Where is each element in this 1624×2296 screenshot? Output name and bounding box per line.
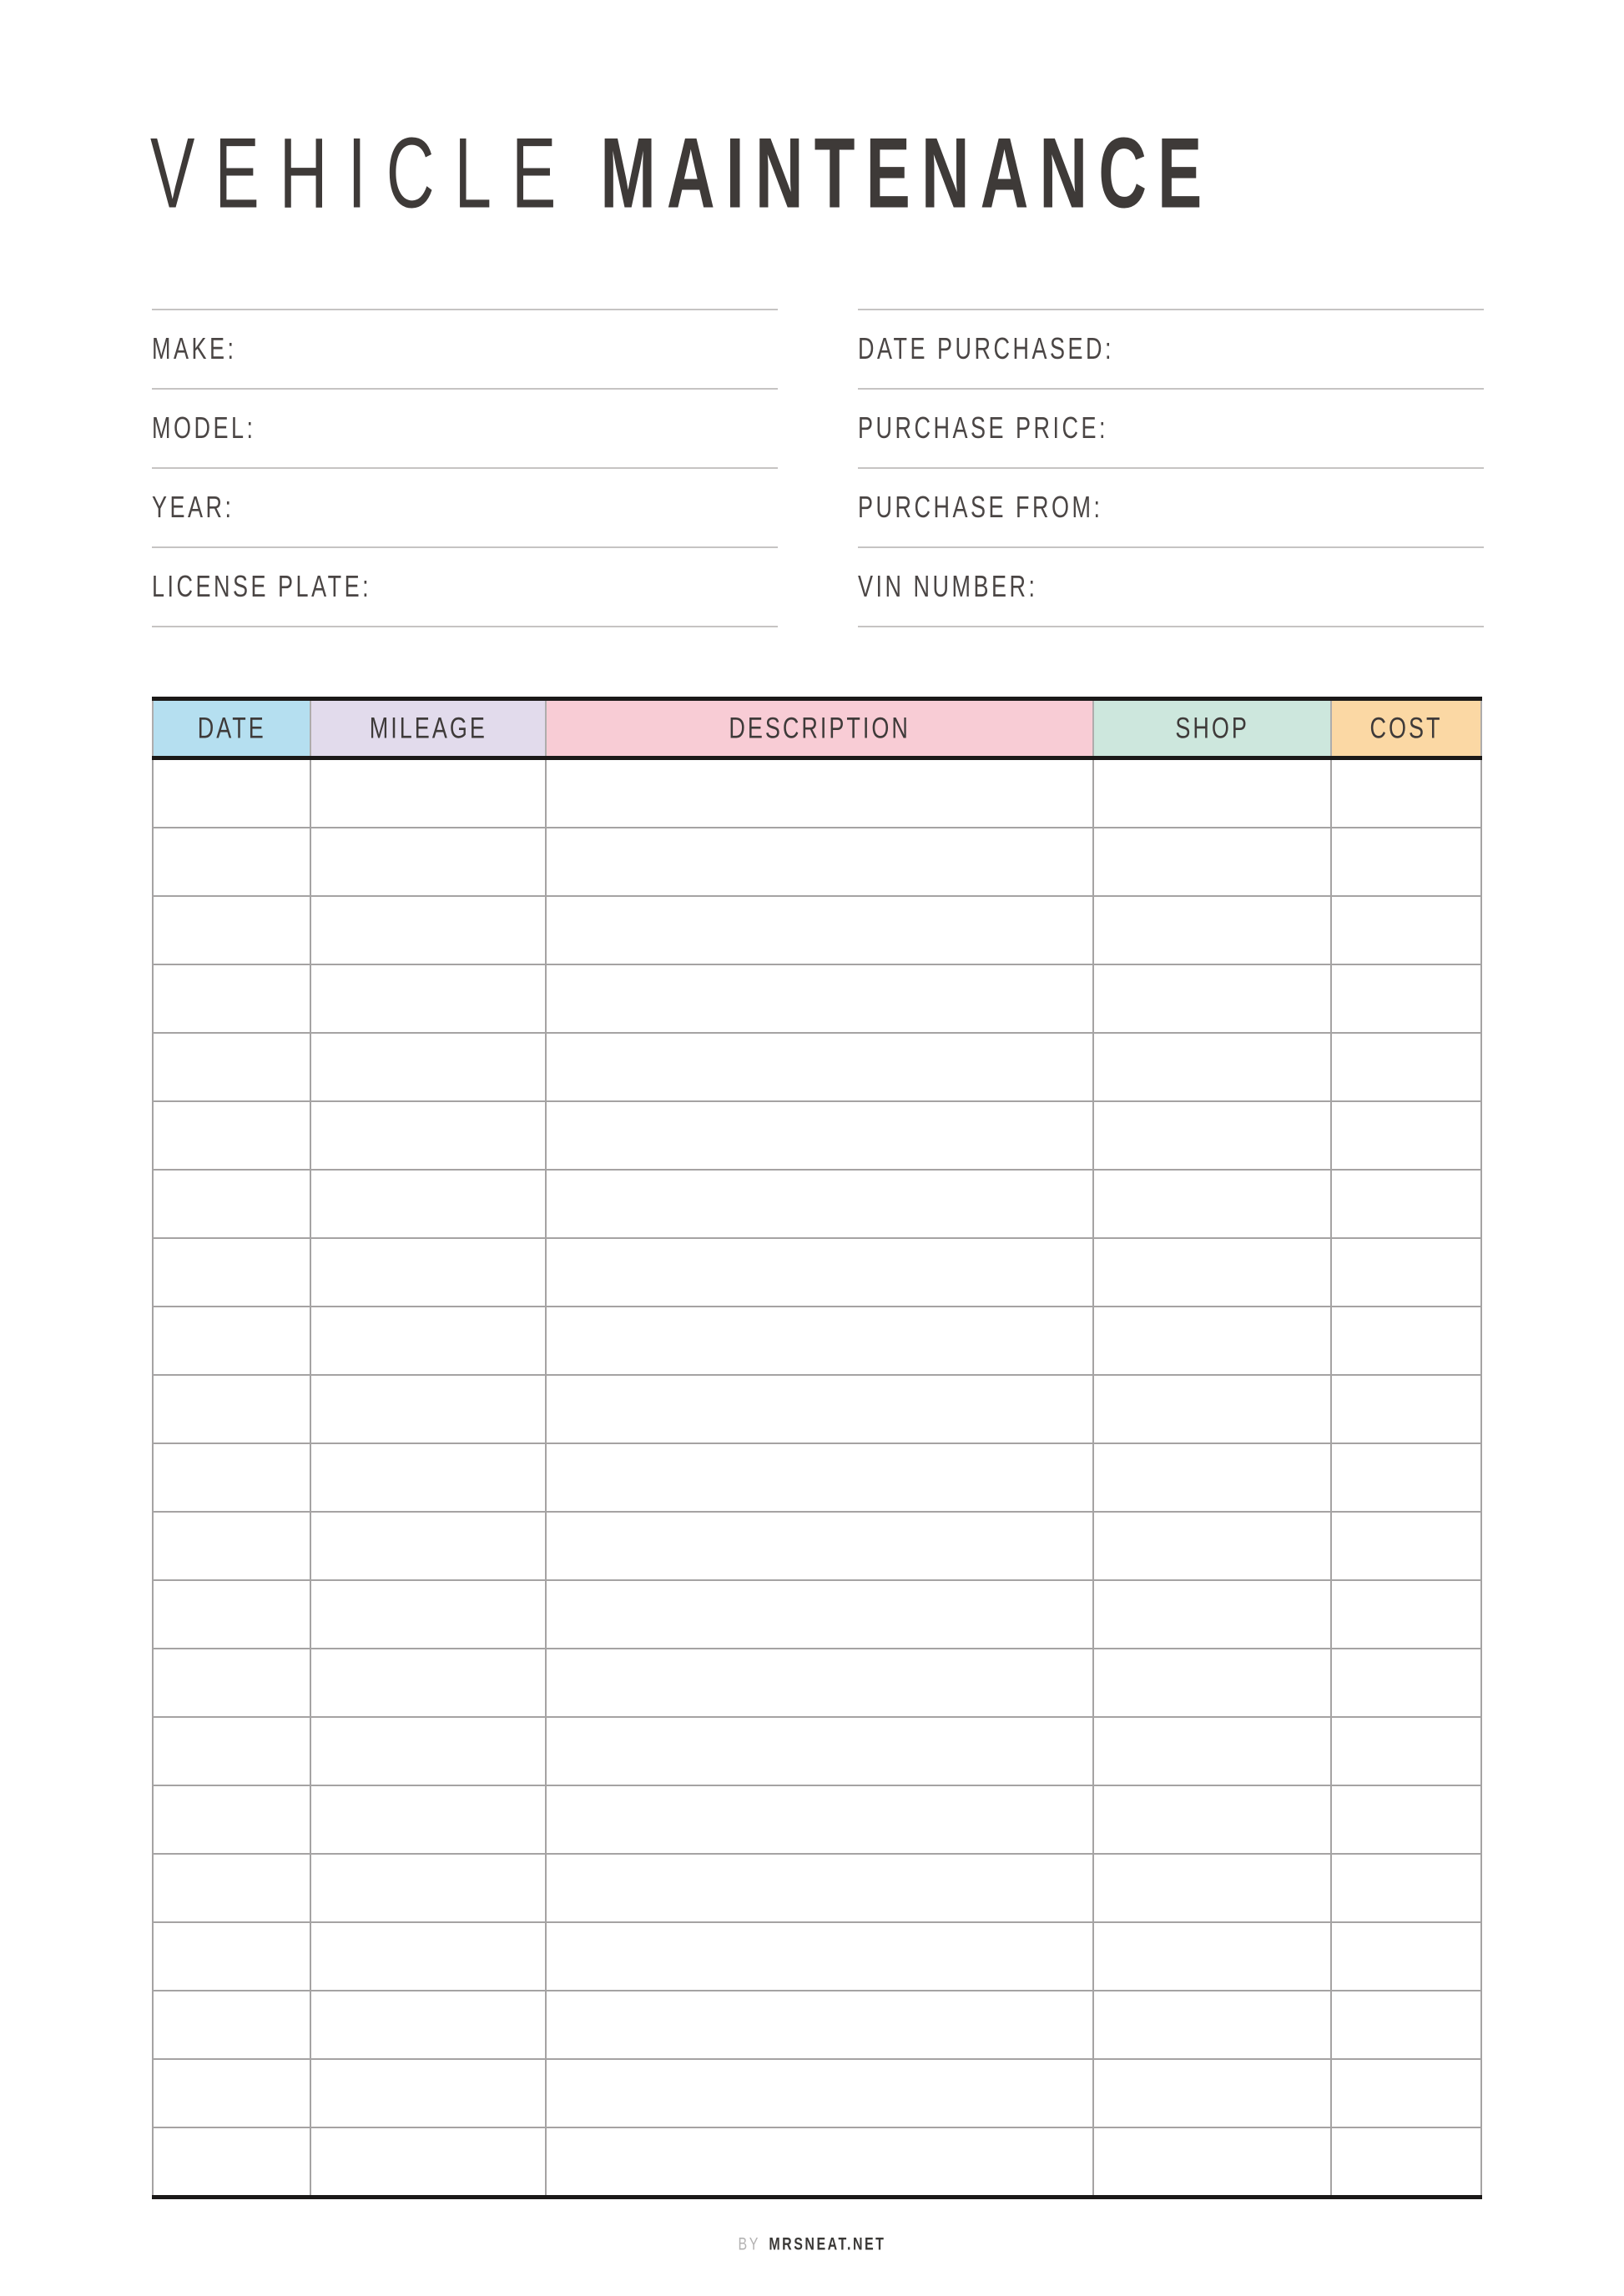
page-title	[150, 117, 1213, 229]
field-vin-number-label: VIN NUMBER:	[858, 569, 1038, 604]
table-row	[153, 896, 1481, 964]
table-cell	[546, 1375, 1093, 1443]
table-row	[153, 1033, 1481, 1101]
column-header-date-label: DATE	[197, 711, 266, 744]
table-cell	[310, 2127, 546, 2198]
title-word-maintenance: MAINTENANCE	[600, 117, 1213, 229]
table-cell	[310, 1785, 546, 1854]
table-cell	[1093, 1375, 1331, 1443]
table-body	[153, 758, 1481, 2198]
table-cell	[153, 2127, 310, 2198]
table-cell	[1331, 828, 1481, 896]
table-cell	[1331, 1238, 1481, 1307]
table-cell	[310, 1033, 546, 1101]
table-cell	[310, 1649, 546, 1717]
table-cell	[1331, 1717, 1481, 1785]
table-row	[153, 1375, 1481, 1443]
table-cell	[153, 1717, 310, 1785]
field-year	[152, 469, 778, 548]
table-cell	[153, 758, 310, 828]
table-cell	[1093, 1785, 1331, 1854]
table-cell	[546, 896, 1093, 964]
column-header-shop-label: SHOP	[1175, 711, 1249, 744]
table-cell	[1331, 896, 1481, 964]
column-header-cost	[1331, 699, 1481, 758]
table-row	[153, 828, 1481, 896]
table-cell	[1093, 758, 1331, 828]
table-cell	[310, 758, 546, 828]
field-purchase-price	[858, 390, 1484, 469]
table-header-row	[153, 699, 1481, 758]
table-row	[153, 1991, 1481, 2059]
table-cell	[310, 964, 546, 1033]
table-cell	[153, 896, 310, 964]
table-row	[153, 2127, 1481, 2198]
maintenance-log-table	[152, 697, 1482, 2199]
table-cell	[1331, 1580, 1481, 1649]
table-cell	[546, 1238, 1093, 1307]
column-header-mileage	[310, 699, 546, 758]
table-row	[153, 964, 1481, 1033]
table-cell	[546, 1101, 1093, 1170]
field-purchase-from	[858, 469, 1484, 548]
table-cell	[310, 1991, 546, 2059]
table-cell	[310, 1375, 546, 1443]
table-cell	[310, 1580, 546, 1649]
table-cell	[1331, 1785, 1481, 1854]
table-row	[153, 1443, 1481, 1512]
field-vin-number	[858, 548, 1484, 627]
table-cell	[153, 1307, 310, 1375]
field-purchase-from-label: PURCHASE FROM:	[858, 490, 1103, 525]
column-header-date	[153, 699, 310, 758]
table-cell	[546, 1512, 1093, 1580]
table-cell	[153, 1922, 310, 1991]
table-header	[153, 699, 1481, 758]
table-row	[153, 1717, 1481, 1785]
table-row	[153, 1922, 1481, 1991]
table-cell	[1331, 1101, 1481, 1170]
table-cell	[546, 1033, 1093, 1101]
table-cell	[1093, 1033, 1331, 1101]
field-make-label: MAKE:	[152, 331, 237, 366]
table-cell	[546, 2059, 1093, 2127]
field-model-label: MODEL:	[152, 410, 256, 446]
table-row	[153, 1307, 1481, 1375]
field-date-purchased-label: DATE PURCHASED:	[858, 331, 1115, 366]
table-cell	[546, 1307, 1093, 1375]
table-row	[153, 1854, 1481, 1922]
table-row	[153, 1512, 1481, 1580]
column-header-mileage-label: MILEAGE	[369, 711, 487, 744]
table-cell	[1093, 828, 1331, 896]
table-cell	[546, 1922, 1093, 1991]
table-cell	[546, 1580, 1093, 1649]
table-cell	[1331, 1307, 1481, 1375]
table-cell	[153, 1991, 310, 2059]
table-cell	[153, 964, 310, 1033]
table-cell	[153, 1649, 310, 1717]
table-cell	[310, 1922, 546, 1991]
table-cell	[546, 1991, 1093, 2059]
table-cell	[1093, 1170, 1331, 1238]
table-cell	[153, 1580, 310, 1649]
table-cell	[310, 896, 546, 964]
footer-by-text: BY	[738, 2234, 760, 2254]
table-cell	[1331, 1375, 1481, 1443]
table-cell	[310, 828, 546, 896]
table-cell	[153, 828, 310, 896]
table-cell	[153, 1170, 310, 1238]
table-cell	[546, 758, 1093, 828]
table-cell	[1331, 1649, 1481, 1717]
table-cell	[153, 1375, 310, 1443]
table-cell	[153, 1033, 310, 1101]
table-cell	[546, 1785, 1093, 1854]
table-row	[153, 1101, 1481, 1170]
footer	[0, 2234, 1624, 2254]
field-license-plate	[152, 548, 778, 627]
table-cell	[1093, 2059, 1331, 2127]
table-cell	[310, 1238, 546, 1307]
vehicle-info-left-column	[152, 309, 778, 627]
title-word-vehicle: VEHICLE	[150, 117, 577, 229]
table-cell	[153, 1238, 310, 1307]
table-cell	[153, 1101, 310, 1170]
table-cell	[546, 964, 1093, 1033]
table-cell	[310, 1443, 546, 1512]
vehicle-info-right-column	[858, 309, 1484, 627]
field-model	[152, 390, 778, 469]
table-cell	[1331, 1991, 1481, 2059]
table-cell	[1093, 1307, 1331, 1375]
table-cell	[310, 1307, 546, 1375]
table-row	[153, 1170, 1481, 1238]
table-cell	[546, 1717, 1093, 1785]
table-cell	[310, 1512, 546, 1580]
table-cell	[546, 1170, 1093, 1238]
table-row	[153, 758, 1481, 828]
footer-brand-text: MRSNEAT.NET	[769, 2234, 886, 2254]
table-cell	[153, 2059, 310, 2127]
field-make	[152, 310, 778, 390]
table-row	[153, 1580, 1481, 1649]
table-cell	[153, 1785, 310, 1854]
table-row	[153, 1649, 1481, 1717]
table-cell	[153, 1443, 310, 1512]
table-cell	[1331, 964, 1481, 1033]
table-cell	[1093, 964, 1331, 1033]
table-row	[153, 2059, 1481, 2127]
table-cell	[153, 1854, 310, 1922]
table-cell	[310, 1101, 546, 1170]
table-cell	[1331, 1033, 1481, 1101]
table-cell	[1093, 1101, 1331, 1170]
table-cell	[310, 1854, 546, 1922]
table-cell	[546, 828, 1093, 896]
table-row	[153, 1785, 1481, 1854]
table-cell	[310, 1170, 546, 1238]
table-cell	[1093, 1580, 1331, 1649]
table-cell	[1331, 2127, 1481, 2198]
table-cell	[153, 1512, 310, 1580]
column-header-shop	[1093, 699, 1331, 758]
table-cell	[546, 1649, 1093, 1717]
table-cell	[1331, 1854, 1481, 1922]
table-cell	[1093, 1649, 1331, 1717]
table-cell	[1093, 1991, 1331, 2059]
table-cell	[1331, 1443, 1481, 1512]
table-cell	[1093, 1443, 1331, 1512]
table-cell	[1093, 1922, 1331, 1991]
table-cell	[1331, 1170, 1481, 1238]
field-license-plate-label: LICENSE PLATE:	[152, 569, 372, 604]
field-purchase-price-label: PURCHASE PRICE:	[858, 410, 1109, 446]
table-cell	[1093, 1512, 1331, 1580]
table-cell	[1093, 2127, 1331, 2198]
table-cell	[546, 1854, 1093, 1922]
table-cell	[1093, 1717, 1331, 1785]
table-cell	[1093, 1238, 1331, 1307]
table-cell	[1331, 1512, 1481, 1580]
table-cell	[1331, 1922, 1481, 1991]
table-cell	[1093, 896, 1331, 964]
column-header-description-label: DESCRIPTION	[729, 711, 910, 744]
table-cell	[1093, 1854, 1331, 1922]
table-cell	[310, 2059, 546, 2127]
column-header-description	[546, 699, 1093, 758]
table-cell	[1331, 758, 1481, 828]
column-header-cost-label: COST	[1369, 711, 1443, 744]
field-year-label: YEAR:	[152, 490, 235, 525]
table-cell	[546, 1443, 1093, 1512]
table-cell	[310, 1717, 546, 1785]
field-date-purchased	[858, 310, 1484, 390]
table-row	[153, 1238, 1481, 1307]
table-cell	[546, 2127, 1093, 2198]
table-cell	[1331, 2059, 1481, 2127]
